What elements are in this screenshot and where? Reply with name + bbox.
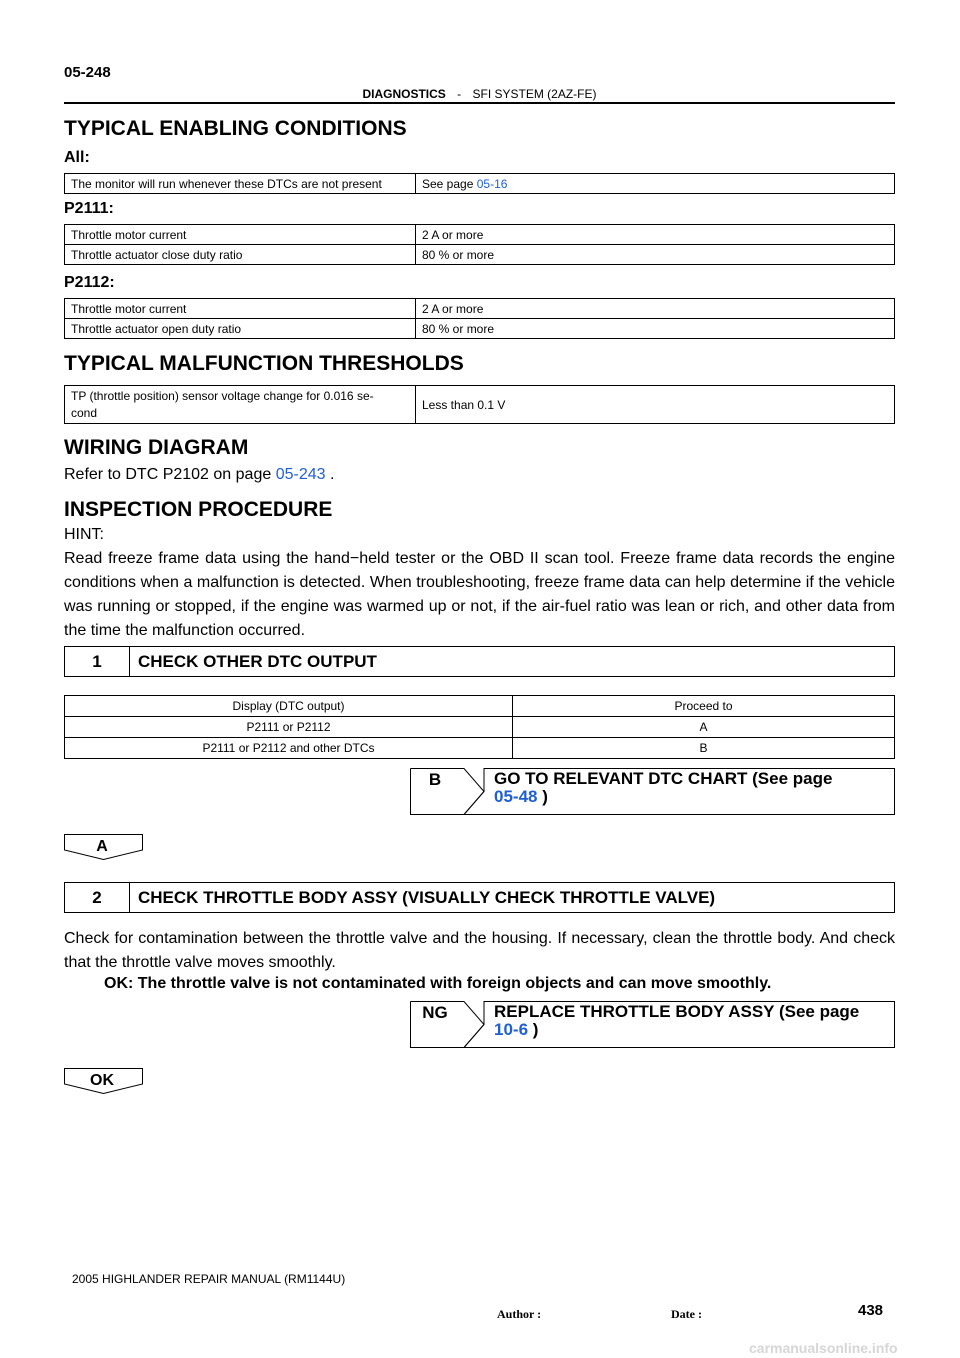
inspection-title: INSPECTION PROCEDURE <box>64 498 333 521</box>
tab-label: A <box>96 838 108 855</box>
branch-text-close: ) <box>528 1020 539 1039</box>
table-cell: Throttle motor current <box>65 225 416 245</box>
author-label: Author : <box>497 1307 542 1321</box>
table-cell: A <box>513 717 895 738</box>
enabling-title: TYPICAL ENABLING CONDITIONS <box>64 117 407 140</box>
page-link-10-6[interactable]: 10-6 <box>494 1020 529 1039</box>
step-1-header <box>64 646 895 677</box>
wiring-text-suffix: . <box>325 466 335 483</box>
ok-criteria: OK: The throttle valve is not contaminated with foreign objects and can move smoothly. <box>104 975 772 992</box>
branch-b-box <box>410 768 895 815</box>
p2111-table <box>64 224 895 265</box>
page-number: 438 <box>858 1302 884 1319</box>
header-section: DIAGNOSTICS <box>362 87 446 101</box>
table-cell: 2 A or more <box>416 299 895 319</box>
p2112-label: P2112: <box>64 274 115 291</box>
branch-label: NG <box>422 1003 448 1022</box>
header-rule <box>64 102 895 104</box>
page-link-05-16[interactable]: 05-16 <box>476 176 508 191</box>
date-label: Date : <box>671 1307 702 1321</box>
table-row <box>65 174 895 194</box>
table-cell: P2111 or P2112 and other DTCs <box>65 738 513 759</box>
table-cell: Throttle motor current <box>65 299 416 319</box>
branch-ng-box <box>410 1001 895 1048</box>
branch-text-line1: REPLACE THROTTLE BODY ASSY (See page <box>494 1002 860 1021</box>
table-cell: B <box>513 738 895 759</box>
table-row <box>65 319 895 339</box>
table-cell: 80 % or more <box>416 319 895 339</box>
hint-label: HINT: <box>64 526 104 543</box>
dtc-output-table <box>64 695 895 759</box>
wiring-text-prefix: Refer to DTC P2102 on page <box>64 466 276 483</box>
branch-ok-tab <box>64 1068 144 1094</box>
table-cell: The monitor will run whenever these DTCs are not present <box>65 174 416 194</box>
thresholds-table <box>64 385 895 424</box>
p2112-table <box>64 298 895 339</box>
branch-text-close: ) <box>537 787 548 806</box>
all-label: All: <box>64 149 90 166</box>
table-row <box>65 386 895 424</box>
running-header <box>64 87 895 101</box>
page-link-05-48[interactable]: 05-48 <box>494 787 538 806</box>
wiring-text <box>64 466 334 484</box>
branch-label: B <box>428 770 442 789</box>
page-link-05-243[interactable]: 05-243 <box>275 466 326 483</box>
table-cell: Throttle actuator close duty ratio <box>65 245 416 265</box>
step-title: CHECK THROTTLE BODY ASSY (VISUALLY CHECK THROTTLE VALVE) <box>138 888 716 907</box>
table-cell: Less than 0.1 V <box>416 386 895 424</box>
table-cell <box>416 174 895 194</box>
table-row <box>65 299 895 319</box>
page-code: 05-248 <box>64 64 111 81</box>
table-row <box>65 738 895 759</box>
threshold-condition-line1: TP (throttle position) sensor voltage change for 0.016 se- <box>71 388 374 403</box>
see-page-text: See page <box>422 176 477 191</box>
table-row <box>65 225 895 245</box>
table-row <box>65 717 895 738</box>
hint-text: Read freeze frame data using the hand−held tester or the OBD II scan tool. Freeze frame data records the engine conditions when a malfunction is detected. When troubleshooting, freeze frame data can help determine if the vehicle was running or stopped, if the engine was warmed up or not, if the air-fuel ratio was lean or rich, and other data from the time the malfunction occurred. <box>64 550 895 639</box>
table-row <box>65 245 895 265</box>
table-cell: Throttle actuator open duty ratio <box>65 319 416 339</box>
branch-text-line1: GO TO RELEVANT DTC CHART (See page <box>494 769 833 788</box>
step-2-header <box>64 882 895 913</box>
table-cell: 2 A or more <box>416 225 895 245</box>
table-cell: 80 % or more <box>416 245 895 265</box>
branch-text <box>494 1003 859 1039</box>
header-subsection: SFI SYSTEM (2AZ-FE) <box>472 87 597 101</box>
all-table <box>64 173 895 194</box>
header-separator: - <box>457 87 462 101</box>
column-header: Display (DTC output) <box>65 696 513 717</box>
threshold-condition-line2: cond <box>71 405 98 420</box>
step-2-text: Check for contamination between the throttle valve and the housing. If necessary, clean the throttle body. And check that the throttle valve moves smoothly. <box>64 930 895 971</box>
step-number: 1 <box>65 647 130 676</box>
column-header: Proceed to <box>513 696 895 717</box>
table-cell: P2111 or P2112 <box>65 717 513 738</box>
watermark: carmanualsonline.info <box>749 1340 898 1356</box>
tab-label: OK <box>90 1072 114 1089</box>
branch-a-tab <box>64 834 144 860</box>
step-number: 2 <box>65 883 130 912</box>
step-title: CHECK OTHER DTC OUTPUT <box>138 652 377 671</box>
table-header-row <box>65 696 895 717</box>
branch-text <box>494 770 832 806</box>
p2111-label: P2111: <box>64 200 114 217</box>
manual-footer: 2005 HIGHLANDER REPAIR MANUAL (RM1144U) <box>72 1272 346 1286</box>
table-cell <box>65 386 416 424</box>
wiring-title: WIRING DIAGRAM <box>64 436 249 459</box>
thresholds-title: TYPICAL MALFUNCTION THRESHOLDS <box>64 352 464 375</box>
